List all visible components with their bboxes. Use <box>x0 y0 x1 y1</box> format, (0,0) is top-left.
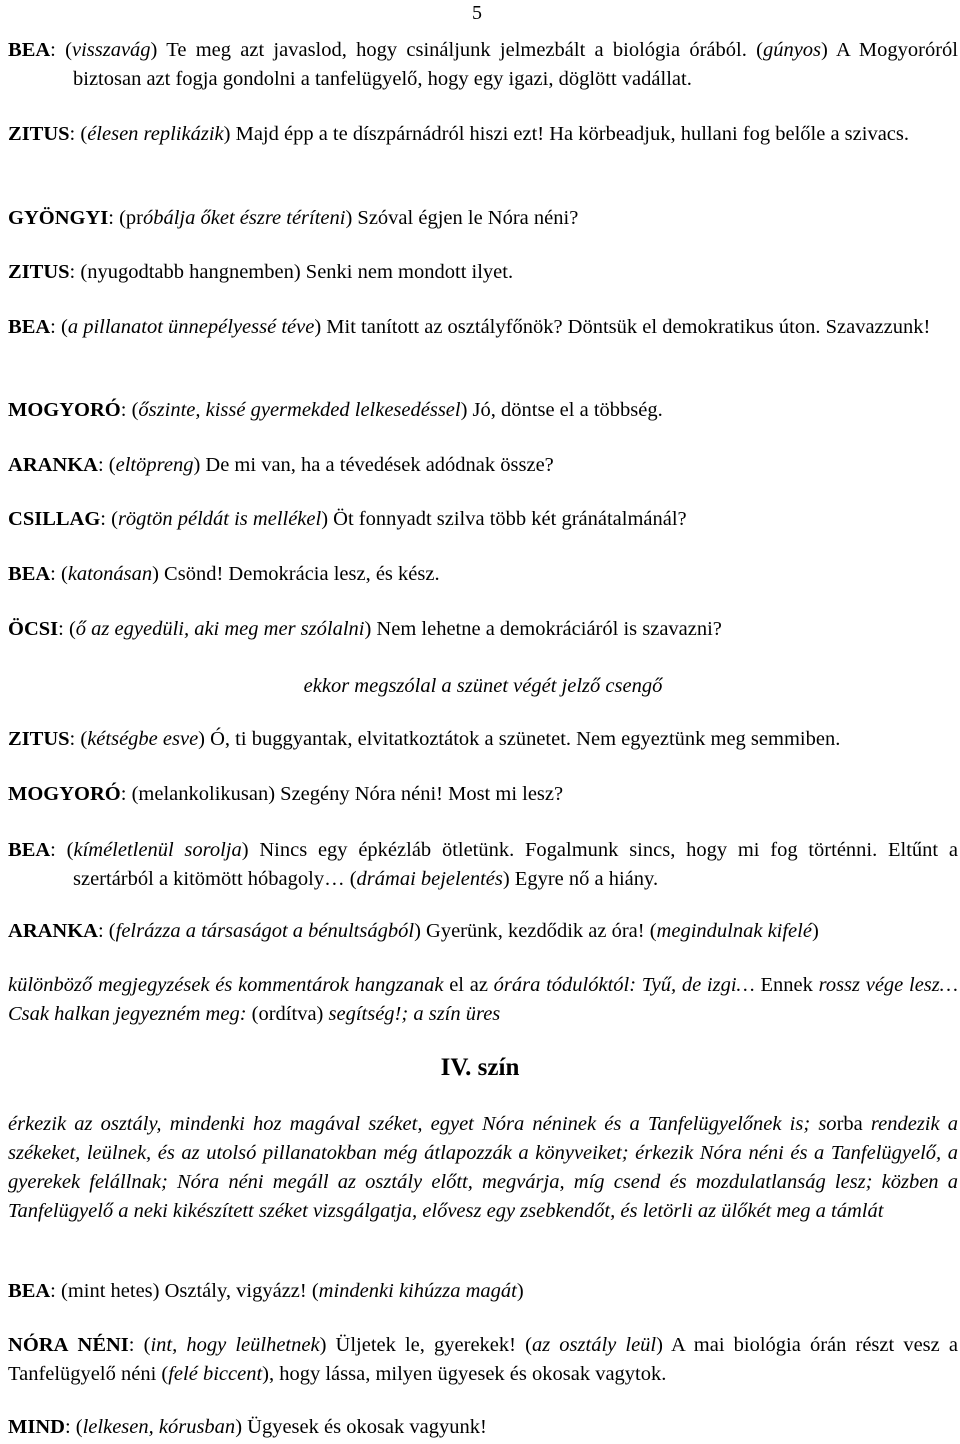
speaker-name: BEA <box>8 39 51 61</box>
dialogue-line: ZITUS: (nyugodtabb hangnemben) Senki nem mondott ilyet. <box>8 261 514 283</box>
dialogue-line: ZITUS: (élesen replikázik) Majd épp a te díszpárnádról hiszi ezt! Ha körbeadjuk, hullani fog belőle a szivacs. <box>8 123 910 145</box>
speaker-name: BEA <box>8 316 51 338</box>
dialogue-line: NÓRA NÉNI: (int, hogy leülhetnek) Üljetek le, gyerekek! (az osztály leül) A mai biológia órán részt vesz a Tanfelügyelő néni (felé biccent), hogy lássa, milyen ügyesek és okosak vagytok. <box>8 1334 958 1385</box>
speaker-name: ÖCSI <box>8 618 59 640</box>
speaker-name: MOGYORÓ <box>8 399 121 421</box>
dialogue-line: MOGYORÓ: (őszinte, kissé gyermekded lelkesedéssel) Jó, döntse el a többség. <box>8 399 663 421</box>
speaker-name: NÓRA NÉNI <box>8 1334 129 1356</box>
dialogue-line: ZITUS: (kétségbe esve) Ó, ti buggyantak, elvitatkoztátok a szünetet. Nem egyeztünk meg semmiben. <box>8 728 841 750</box>
dialogue-line: CSILLAG: (rögtön példát is mellékel) Öt fonnyadt szilva több két gránátalmánál? <box>8 508 687 530</box>
speaker-name: BEA <box>8 1280 51 1302</box>
dialogue-line: ARANKA: (felrázza a társaságot a bénultságból) Gyerünk, kezdődik az óra! (megindulnak kifelé) <box>8 920 819 942</box>
scene-heading: IV. szín <box>440 1054 520 1081</box>
dialogue-line: GYÖNGYI: (próbálja őket észre téríteni) Szóval égjen le Nóra néni? <box>8 207 579 229</box>
speaker-name: ARANKA <box>8 920 98 942</box>
dialogue-line: BEA: (katonásan) Csönd! Demokrácia lesz, és kész. <box>8 563 440 585</box>
dialogue-line: ARANKA: (eltöpreng) De mi van, ha a tévedések adódnak össze? <box>8 454 554 476</box>
speaker-name: CSILLAG <box>8 508 101 530</box>
dialogue-line: ÖCSI: (ő az egyedüli, aki meg mer szólalni) Nem lehetne a demokráciáról is szavazni? <box>8 618 722 640</box>
dialogue-line: BEA: (mint hetes) Osztály, vigyázz! (mindenki kihúzza magát) <box>8 1280 524 1302</box>
stage-direction-noise: különböző megjegyzések és kommentárok hangzanak el az órára tódulóktól: Tyű, de izgi… Ennek rossz vége lesz… Csak halkan jegyezném meg: (ordítva) segítség!; a szín üres <box>8 974 958 1025</box>
speaker-name: ZITUS <box>8 123 70 145</box>
speaker-name: ZITUS <box>8 728 70 750</box>
dialogue-line: MIND: (lelkesen, kórusban) Ügyesek és okosak vagyunk! <box>8 1416 487 1438</box>
page-number: 5 <box>472 2 482 24</box>
speaker-name: GYÖNGYI <box>8 207 109 229</box>
stage-direction-scene: érkezik az osztály, mindenki hoz magával széket, egyet Nóra néninek és a Tanfelügyelőnek is; sorba rendezik a székeket, leülnek, és az utolsó pillanatokban még átlapozzák a könyveiket; érkezik Nóra néni és a Tanfelügyelő, a gyerekek felállnak; Nóra néni megáll az osztály előtt, megvárja, míg csend és mozdulatlanság lesz; közben a Tanfelügyelő a neki kikészített széket vizsgálgatja, elővesz egy zsebkendőt, és letörli az ülőkét meg a támlát <box>8 1113 959 1222</box>
dialogue-line: MOGYORÓ: (melankolikusan) Szegény Nóra néni! Most mi lesz? <box>8 783 564 805</box>
dialogue-line: BEA: (a pillanatot ünnepélyessé téve) Mit tanított az osztályfőnök? Döntsük el demokratikus úton. Szavazzunk! <box>8 316 931 338</box>
speaker-name: MIND <box>8 1416 65 1438</box>
dialogue-line: BEA: (kíméletlenül sorolja) Nincs egy épkézláb ötletünk. Fogalmunk sincs, hogy mi fog történni. Eltűnt a szertárból a kitömött hóbagoly… (drámai bejelentés) Egyre nő a hiány. <box>8 839 959 890</box>
dialogue-line: BEA: (visszavág) Te meg azt javaslod, hogy csináljunk jelmezbált a biológia órából. (gúnyos) A Mogyoróról biztosan azt fogja gondolni a tanfelügyelő, hogy egy igazi, döglött vadállat. <box>8 39 958 90</box>
speaker-name: BEA <box>8 839 51 861</box>
stage-direction-bell: ekkor megszólal a szünet végét jelző csengő <box>303 675 663 697</box>
speaker-name: MOGYORÓ <box>8 783 121 805</box>
speaker-name: ZITUS <box>8 261 70 283</box>
speaker-name: BEA <box>8 563 51 585</box>
speaker-name: ARANKA <box>8 454 98 476</box>
